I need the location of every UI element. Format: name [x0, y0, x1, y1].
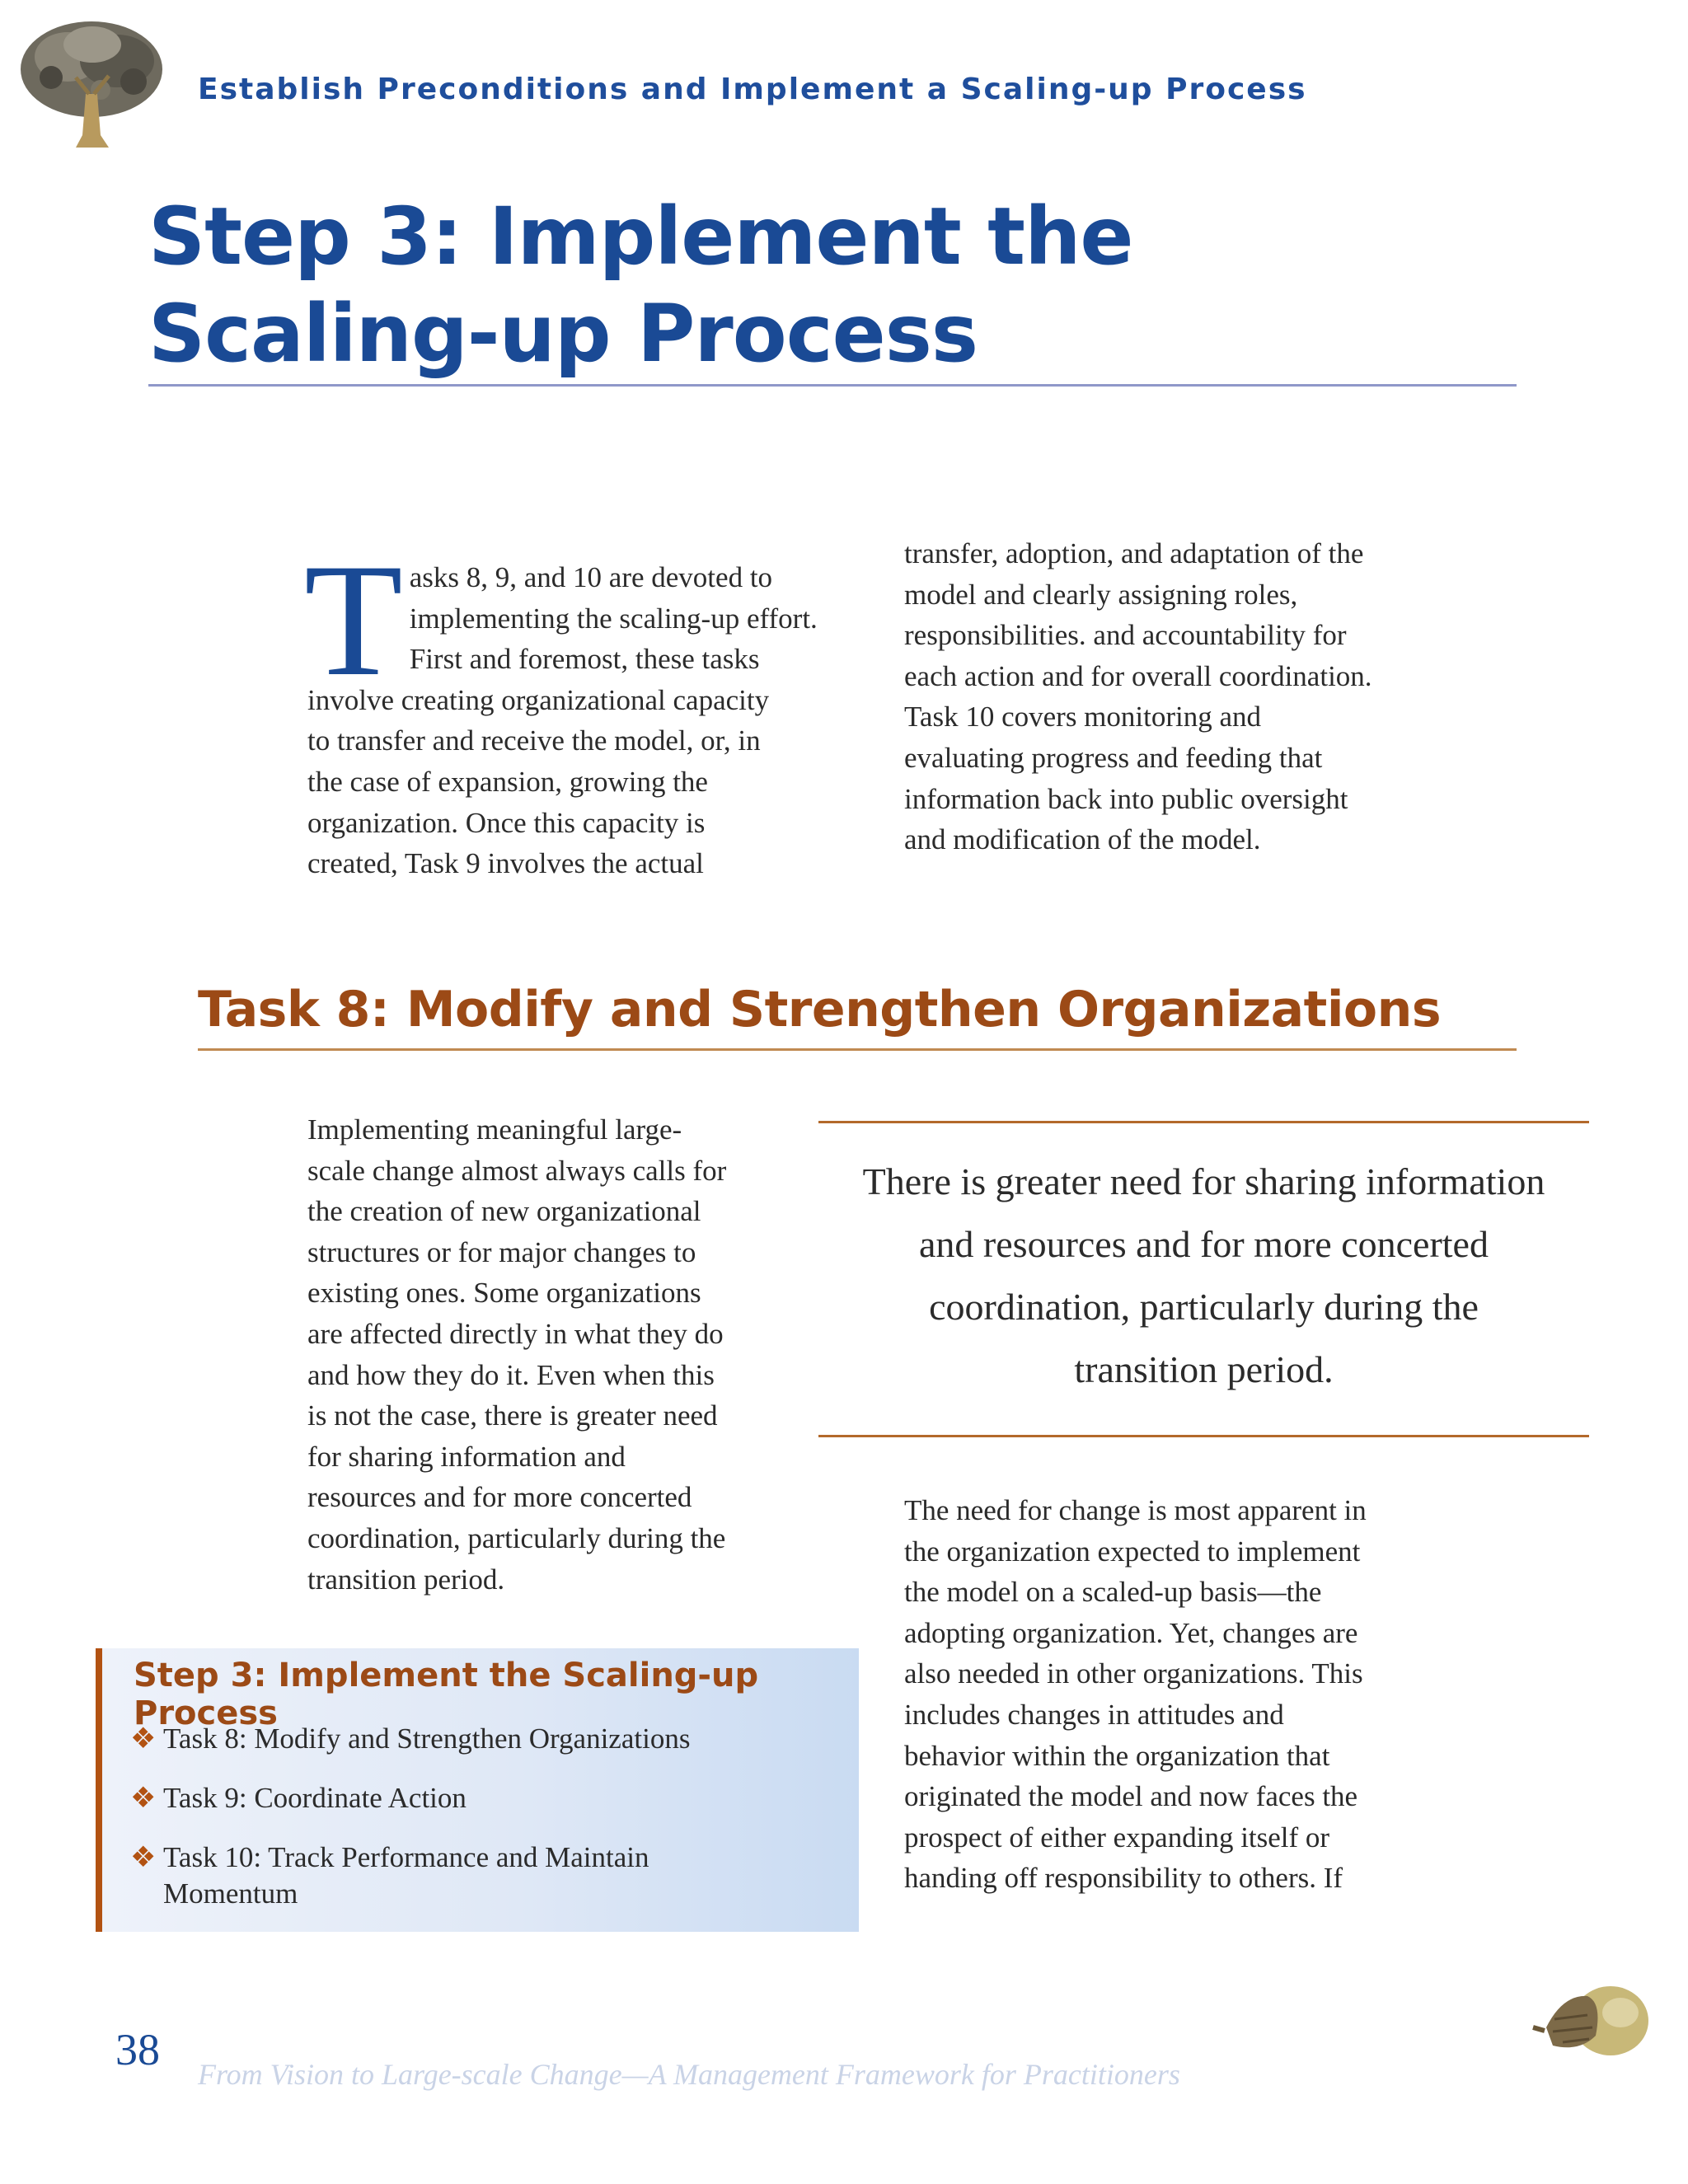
book-title-footer: From Vision to Large-scale Change—A Management Framework for Practitioners — [198, 2058, 1180, 2091]
page-title-line-2: Scaling-up Process — [148, 288, 978, 380]
intro-line: the case of expansion, growing the — [307, 765, 708, 798]
body-line: also needed in other organizations. This — [904, 1657, 1363, 1690]
diamond-bullet-icon: ❖ — [130, 1722, 157, 1755]
step-summary-box — [96, 1648, 859, 1932]
intro-line: and modification of the model. — [904, 823, 1261, 856]
intro-line: created, Task 9 involves the actual — [307, 847, 704, 880]
step-summary-item-label: Task 10: Track Performance and Maintain — [163, 1841, 649, 1873]
body-line: the model on a scaled-up basis—the — [904, 1576, 1322, 1609]
body-line: includes changes in attitudes and — [904, 1698, 1284, 1731]
pull-quote-line: coordination, particularly during the — [929, 1286, 1479, 1328]
body-line: Implementing meaningful large- — [307, 1113, 682, 1146]
step-summary-item — [130, 1721, 823, 1757]
intro-line: each action and for overall coordination. — [904, 659, 1372, 692]
intro-line: evaluating progress and feeding that — [904, 741, 1323, 774]
section-header: Establish Preconditions and Implement a Scaling-up Process — [198, 73, 1307, 106]
body-line: structures or for major changes to — [307, 1235, 696, 1268]
pull-quote — [818, 1151, 1589, 1401]
pull-quote-line: There is greater need for sharing information — [862, 1160, 1545, 1202]
title-divider — [148, 384, 1517, 387]
body-line: behavior within the organization that — [904, 1739, 1330, 1772]
intro-line: Task 10 covers monitoring and — [904, 701, 1262, 733]
body-line: The need for change is most apparent in — [904, 1494, 1367, 1526]
intro-line: involve creating organizational capacity — [307, 683, 770, 716]
tree-icon — [18, 12, 165, 153]
intro-line: asks 8, 9, and 10 are devoted to — [409, 561, 773, 593]
intro-right-column — [904, 533, 1465, 860]
intro-line: First and foremost, these tasks — [409, 643, 760, 676]
task-heading-divider — [198, 1048, 1517, 1051]
step-summary-item — [130, 1780, 823, 1816]
step-summary-item-label: Task 8: Modify and Strengthen Organizations — [163, 1722, 691, 1755]
diamond-bullet-icon: ❖ — [130, 1782, 157, 1814]
body-line: is not the case, there is greater need — [307, 1399, 718, 1432]
page-number: 38 — [115, 2025, 160, 2074]
intro-line: information back into public oversight — [904, 782, 1348, 815]
intro-line: model and clearly assigning roles, — [904, 578, 1298, 611]
drop-cap: T — [304, 531, 403, 710]
body-line: the organization expected to implement — [904, 1535, 1361, 1568]
body-line: originated the model and now faces the — [904, 1780, 1358, 1813]
pull-quote-bottom-rule — [818, 1435, 1589, 1437]
intro-left-column — [304, 531, 868, 884]
body-line: for sharing information and — [307, 1440, 626, 1473]
intro-line: transfer, adoption, and adaptation of the — [904, 537, 1364, 569]
intro-line: organization. Once this capacity is — [307, 806, 706, 839]
acorn-icon — [1530, 1970, 1653, 2069]
intro-line: to transfer and receive the model, or, in — [307, 724, 761, 757]
body-line: the creation of new organizational — [307, 1195, 701, 1228]
body-line: coordination, particularly during the — [307, 1521, 726, 1554]
body-line: prospect of either expanding itself or — [904, 1821, 1330, 1854]
step-summary-item-label-cont: Momentum — [163, 1877, 298, 1910]
pull-quote-top-rule — [818, 1121, 1589, 1123]
body-line: existing ones. Some organizations — [307, 1277, 701, 1310]
step-summary-item — [130, 1840, 823, 1912]
body-line: are affected directly in what they do — [307, 1317, 724, 1350]
step-summary-item-label: Task 9: Coordinate Action — [163, 1782, 467, 1814]
body-line: and how they do it. Even when this — [307, 1358, 715, 1391]
intro-line: responsibilities. and accountability for — [904, 619, 1347, 652]
task-8-heading: Task 8: Modify and Strengthen Organizations — [198, 981, 1442, 1038]
step-summary-title: Step 3: Implement the Scaling-up Process — [134, 1657, 759, 1732]
body-line: adopting organization. Yet, changes are — [904, 1616, 1358, 1649]
intro-line: implementing the scaling-up effort. — [409, 602, 818, 635]
body-line: handing off responsibility to others. If — [904, 1862, 1343, 1895]
page-title-line-1: Step 3: Implement the — [148, 190, 1133, 283]
body-line: transition period. — [307, 1563, 505, 1596]
page-title — [148, 188, 1385, 382]
pull-quote-line: transition period. — [1074, 1348, 1334, 1390]
task-8-body-right — [904, 1490, 1473, 1899]
diamond-bullet-icon: ❖ — [130, 1841, 157, 1873]
pull-quote-line: and resources and for more concerted — [919, 1223, 1489, 1265]
body-line: scale change almost always calls for — [307, 1154, 727, 1187]
body-line: resources and for more concerted — [307, 1481, 692, 1514]
task-8-body-left — [307, 1109, 818, 1600]
